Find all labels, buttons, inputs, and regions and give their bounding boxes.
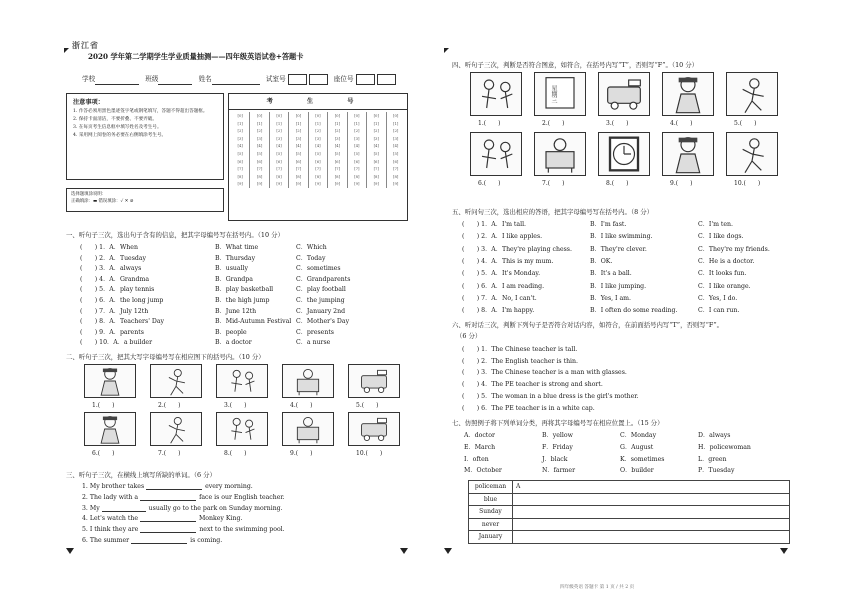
digit-bubble[interactable]: [3] [256, 135, 263, 141]
s3-sentence-start: 4. Let's watch the [82, 515, 140, 523]
name-field[interactable] [212, 78, 260, 85]
corner-mark-bottom-mid-left [400, 548, 408, 554]
s3-sentence-end: Monkey King. [198, 515, 243, 523]
digit-bubble[interactable]: [6] [373, 158, 379, 164]
s2-picture [150, 364, 202, 398]
notes-item: 2. 保持卡面清洁，不要折叠、不要弄破。 [73, 117, 157, 122]
s5-option: B．I'm fast. [590, 221, 627, 228]
fill-hint-box [66, 188, 224, 212]
digit-bubble[interactable]: [3] [276, 135, 282, 141]
digit-bubble[interactable]: [0] [237, 113, 243, 118]
notes-item: 1. 作答必须用黑色墨迹签字笔或钢笔填写，答题不得超出答题框。 [73, 109, 208, 114]
seat-box-2[interactable] [377, 74, 396, 85]
digit-bubble[interactable]: [0] [354, 113, 360, 118]
s4-picture [534, 72, 586, 116]
s1-option: B．Thursday [215, 254, 256, 262]
s1-option: C．a nurse [296, 339, 331, 347]
digit-bubble[interactable]: [4] [393, 143, 399, 149]
s2-picture [84, 364, 136, 398]
digit-bubble[interactable]: [5] [295, 150, 302, 156]
s5-option: C．Yes, I do. [698, 294, 738, 302]
s7-word: N．farmer [542, 467, 576, 475]
s4-picture [662, 72, 714, 116]
digit-bubble[interactable]: [1] [256, 120, 263, 126]
digit-bubble[interactable]: [5] [354, 150, 360, 156]
s5-option: B．OK. [590, 257, 613, 265]
s4-answer-bracket[interactable]: 2.( ) [542, 120, 565, 127]
s4-answer-bracket[interactable]: 5.( ) [734, 120, 757, 127]
school-field[interactable] [95, 78, 139, 85]
digit-bubble[interactable]: [7] [295, 166, 302, 172]
page-title: 2020 学年第二学期学生学业质量抽测——四年级英语试卷+答题卡 [88, 52, 304, 61]
s3-blank[interactable] [131, 537, 187, 544]
s3-sentence [82, 537, 222, 544]
digit-bubble[interactable]: [5] [237, 150, 243, 156]
s6-statement[interactable]: ( ) 6．The PE teacher is in a white cap. [462, 404, 595, 412]
s5-question[interactable]: ( ) 5．A．It's Monday. [462, 270, 541, 278]
s5-option: B．I like swimming. [590, 233, 653, 241]
digit-bubble[interactable]: [7] [334, 166, 341, 172]
s6-statement[interactable]: ( ) 5．The woman in a blue dress is the girl's mother. [462, 392, 639, 400]
s1-question[interactable]: ( ) 10．A．a builder [80, 339, 153, 347]
digit-bubble[interactable]: [4] [315, 143, 321, 149]
s6-statement[interactable]: ( ) 4．The PE teacher is strong and short. [462, 381, 603, 389]
digit-bubble[interactable]: [4] [237, 143, 243, 149]
s2-answer-bracket[interactable]: 2.( ) [158, 402, 181, 409]
s1-option: C．Grandparents [296, 275, 351, 283]
corner-mark-bottom-left [66, 548, 74, 554]
s3-sentence-start: 5. I think they are [82, 526, 141, 534]
s4-answer-bracket[interactable]: 6.( ) [478, 180, 501, 187]
s1-option: C．presents [296, 328, 334, 336]
school-label: 学校 [82, 75, 96, 83]
s5-option: C．It looks fun. [698, 270, 747, 278]
digit-bubble[interactable]: [5] [256, 150, 263, 156]
s7-word: C．Monday [620, 432, 657, 439]
s3-sentence [82, 515, 242, 522]
s5-option: B．They're clever. [590, 245, 647, 253]
s3-sentence-start: 1. My brother takes [82, 483, 147, 490]
s5-question[interactable]: ( ) 7．A．No, I can't. [462, 294, 537, 302]
category-word: policeman [469, 481, 513, 494]
digit-bubble[interactable]: [6] [393, 158, 399, 164]
s1-question[interactable]: ( ) 6．A．the long jump [80, 297, 164, 304]
s4-answer-bracket[interactable]: 8.( ) [606, 180, 629, 187]
s5-option: B．I often do some reading. [590, 307, 678, 315]
digit-bubble[interactable]: [6] [295, 158, 302, 164]
digit-bubble[interactable]: [1] [334, 120, 341, 126]
s4-answer-bracket[interactable]: 10.( ) [734, 180, 761, 187]
s2-answer-bracket[interactable]: 8.( ) [224, 450, 247, 457]
s5-question[interactable]: ( ) 1．A．I'm tall. [462, 221, 527, 228]
s2-answer-bracket[interactable]: 5.( ) [356, 402, 379, 409]
digit-bubble[interactable]: [6] [256, 158, 263, 164]
category-word: January [469, 531, 513, 544]
classification-table [468, 480, 790, 544]
s7-word: P．Tuesday [698, 467, 735, 475]
room-box-2[interactable] [309, 74, 328, 85]
digit-bubble[interactable]: [7] [373, 166, 379, 172]
corner-mark-bottom-right [780, 548, 788, 554]
digit-bubble[interactable]: [4] [256, 143, 263, 149]
s6-score: （6 分） [456, 332, 482, 340]
s2-answer-bracket[interactable]: 6.( ) [92, 450, 115, 457]
category-answer[interactable] [513, 506, 790, 519]
s2-picture [150, 412, 202, 446]
s5-option: B．I like jumping. [590, 282, 647, 290]
s1-title: 一、听句子三次，选出句子含有的信息，把其字母编号写在括号内。（10 分） [66, 231, 284, 239]
s7-word: K．sometimes [620, 455, 665, 463]
category-word: blue [469, 493, 513, 506]
digit-bubble[interactable]: [5] [315, 150, 321, 156]
s3-sentence-start: 3. My [82, 504, 102, 512]
s1-option: B．Mid-Autumn Festival [215, 318, 292, 326]
s2-title: 二、听句子三次，把其大写字母编号写在相应图下的括号内。（10 分） [66, 353, 265, 361]
notes-item: 4. 采用网上阅卷的务必要在右侧填涂考生号。 [73, 133, 167, 138]
s7-word: L．green [698, 455, 727, 463]
digit-bubble[interactable]: [3] [334, 135, 341, 141]
digit-bubble[interactable]: [8] [373, 173, 379, 179]
digit-bubble[interactable]: [9] [315, 181, 321, 187]
s1-option: C．sometimes [296, 265, 341, 273]
s7-word: D．always [698, 432, 731, 439]
digit-bubble[interactable]: [1] [373, 120, 379, 126]
digit-bubble[interactable]: [2] [393, 128, 399, 134]
digit-bubble[interactable]: [8] [334, 173, 341, 179]
s2-answer-bracket[interactable]: 9.( ) [290, 450, 313, 457]
s7-word: G．August [620, 443, 654, 451]
digit-bubble[interactable]: [1] [393, 120, 399, 126]
s1-option: B．play basketball [215, 286, 274, 294]
s1-option: B．usually [215, 265, 249, 273]
digit-bubble[interactable]: [2] [354, 128, 360, 134]
digit-bubble[interactable]: [3] [393, 135, 399, 141]
digit-bubble[interactable]: [2] [373, 128, 379, 134]
s5-question[interactable]: ( ) 3．A．They're playing chess. [462, 245, 572, 253]
digit-bubble[interactable]: [7] [256, 166, 263, 172]
s6-statement[interactable]: ( ) 1．The Chinese teacher is tall. [462, 346, 578, 353]
s4-picture [598, 132, 650, 176]
digit-bubble[interactable]: [9] [393, 181, 399, 187]
digit-column[interactable] [328, 112, 347, 188]
digit-bubble[interactable]: [4] [295, 143, 302, 149]
digit-bubble[interactable]: [3] [237, 135, 243, 141]
s6-title [452, 320, 723, 329]
digit-bubble[interactable]: [7] [276, 166, 282, 172]
digit-bubble[interactable]: [2] [237, 128, 243, 134]
digit-bubble[interactable]: [3] [295, 135, 302, 141]
fill-hint-line2: 正确填涂：▬ 错误填涂：✓ ✕ ⊘ [71, 199, 134, 204]
fill-hint-line1: 选择题填涂说明： [71, 192, 107, 197]
s7-word: H．policewoman [698, 443, 751, 451]
s1-question[interactable]: ( ) 2．A．Tuesday [80, 254, 147, 262]
category-word: never [469, 518, 513, 531]
s1-option: B．What time [215, 244, 259, 251]
digit-bubble[interactable]: [1] [354, 120, 360, 126]
s3-sentence-end: next to the swimming pool. [199, 526, 285, 534]
s5-question[interactable]: ( ) 2．A．I like apples. [462, 233, 543, 241]
s5-option: C．I like dogs. [698, 233, 744, 241]
s2-picture [348, 364, 400, 398]
s4-answer-bracket[interactable]: 1.( ) [478, 120, 501, 127]
digit-bubble[interactable]: [6] [237, 158, 243, 164]
s4-picture [470, 72, 522, 116]
table-row [469, 481, 790, 494]
digit-bubble[interactable]: [9] [237, 181, 243, 187]
digit-bubble[interactable]: [5] [373, 150, 379, 156]
digit-column[interactable] [387, 112, 405, 188]
digit-bubble[interactable]: [5] [276, 150, 282, 156]
digit-bubble[interactable]: [3] [373, 135, 379, 141]
digit-bubble[interactable]: [0] [373, 113, 379, 118]
digit-bubble[interactable]: [8] [237, 173, 243, 179]
s7-word: E．March [464, 443, 496, 451]
s1-question[interactable]: ( ) 4．A．Grandma [80, 275, 150, 283]
digit-bubble[interactable]: [0] [315, 113, 321, 118]
s7-word: J．black [542, 455, 568, 463]
digit-bubble[interactable]: [8] [256, 173, 263, 179]
s5-option: C．I can run. [698, 307, 740, 315]
table-row [469, 518, 790, 531]
s2-picture [348, 412, 400, 446]
s2-answer-bracket[interactable]: 10.( ) [356, 450, 383, 457]
digit-bubble[interactable]: [5] [334, 150, 341, 156]
corner-mark-bottom-mid-right [444, 548, 452, 554]
s1-question[interactable]: ( ) 5．A．play tennis [80, 286, 155, 294]
s5-option: C．I'm ten. [698, 221, 734, 228]
digit-bubble[interactable]: [5] [393, 150, 399, 156]
s2-answer-bracket[interactable]: 7.( ) [158, 450, 181, 457]
s4-board-text: 星期三 [550, 85, 557, 103]
s1-question[interactable]: ( ) 7．A．July 12th [80, 307, 149, 315]
s4-answer-bracket[interactable]: 4.( ) [670, 120, 693, 127]
digit-bubble[interactable]: [0] [393, 113, 399, 118]
s1-option: B．people [215, 328, 247, 336]
s1-option: B．Grandpa [215, 275, 253, 283]
s3-sentence-end: usually go to the park on Sunday morning. [148, 504, 283, 512]
digit-bubble[interactable]: [2] [276, 128, 282, 134]
digit-bubble[interactable]: [4] [276, 143, 282, 149]
s3-sentence-end: face is our English teacher. [199, 493, 285, 501]
digit-bubble[interactable]: [0] [276, 113, 282, 118]
class-label: 班级 [145, 75, 159, 83]
notes-title: 注意事项： [73, 99, 104, 106]
s5-question[interactable]: ( ) 8．A．I'm happy. [462, 307, 535, 315]
digit-bubble[interactable]: [4] [373, 143, 379, 149]
s2-answer-bracket[interactable]: 3.( ) [224, 402, 247, 409]
s3-sentence [82, 483, 253, 490]
s3-blank[interactable] [140, 515, 196, 522]
digit-bubble[interactable]: [8] [276, 173, 282, 179]
s7-word: F．Friday [542, 443, 573, 451]
s1-option: B．the high jump [215, 297, 270, 304]
s5-option: C．I like orange. [698, 282, 751, 290]
s5-title: 五、听问句三次，选出相应的答语，把其字母编号写在括号内。（8 分） [452, 208, 654, 216]
digit-bubble[interactable]: [2] [334, 128, 341, 134]
s1-question[interactable]: ( ) 8．A．Teachers' Day [80, 318, 165, 326]
s6-statement[interactable]: ( ) 2．The English teacher is thin. [462, 357, 578, 365]
digit-bubble[interactable]: [6] [334, 158, 341, 164]
digit-bubble[interactable]: [7] [393, 166, 399, 172]
s3-title: 三、听句子三次，在横线上填写所缺的单词。（6 分） [66, 471, 216, 479]
s4-picture [598, 72, 650, 116]
logo-stamp: 浙江省 [72, 40, 99, 50]
s2-picture [216, 364, 268, 398]
digit-bubble[interactable]: [6] [276, 158, 282, 164]
digit-bubble[interactable]: [8] [393, 173, 399, 179]
category-answer[interactable] [513, 531, 790, 544]
s7-word: M．October [464, 467, 502, 475]
s7-title: 七、仿照例子将下列单词分类，再将其字母编号写在相应位置上。（15 分） [452, 419, 664, 427]
digit-column[interactable] [367, 112, 386, 188]
registration-mark-top-left [64, 48, 69, 53]
s1-option: C．Today [296, 254, 326, 262]
name-label: 姓名 [198, 75, 212, 83]
s5-option: C．He is a doctor. [698, 257, 755, 265]
digit-column[interactable] [270, 112, 289, 188]
registration-mark-top-mid [444, 48, 449, 53]
table-row [469, 531, 790, 544]
digit-bubble[interactable]: [4] [354, 143, 360, 149]
digit-bubble[interactable]: [4] [334, 143, 341, 149]
digit-bubble[interactable]: [9] [334, 181, 341, 187]
digit-bubble[interactable]: [9] [295, 181, 302, 187]
s2-picture [282, 364, 334, 398]
room-label: 试室号 [265, 75, 286, 83]
digit-bubble[interactable]: [8] [315, 173, 321, 179]
s3-sentence-end: every morning. [205, 483, 253, 490]
s4-picture [534, 132, 586, 176]
digit-bubble[interactable]: [0] [295, 113, 302, 118]
notes-item: 3. 在每页考生信息框中填写姓名及考生号。 [73, 125, 162, 130]
digit-bubble[interactable]: [8] [295, 173, 302, 179]
table-row [469, 493, 790, 506]
digit-columns[interactable] [229, 110, 407, 190]
digit-bubble[interactable]: [2] [256, 128, 263, 134]
s4-picture [726, 132, 778, 176]
s3-sentence [82, 494, 285, 501]
s3-sentence [82, 505, 283, 512]
s4-answer-bracket[interactable]: 9.( ) [670, 180, 693, 187]
category-word: Sunday [469, 506, 513, 519]
digit-bubble[interactable]: [7] [354, 166, 360, 172]
s3-sentence-end: is coming. [190, 537, 223, 544]
digit-bubble[interactable]: [2] [315, 128, 321, 134]
exam-number-grid[interactable] [228, 93, 408, 221]
class-field[interactable] [158, 78, 192, 85]
exam-number-label: 考 生 号 [229, 94, 407, 110]
s7-word: A．doctor [464, 432, 495, 439]
s1-option: B．a doctor [215, 339, 252, 347]
s2-picture [216, 412, 268, 446]
notes-box [66, 93, 224, 180]
s4-answer-bracket[interactable]: 3.( ) [606, 120, 629, 127]
s4-picture [662, 132, 714, 176]
s5-question[interactable]: ( ) 6．A．I am reading. [462, 282, 545, 290]
digit-bubble[interactable]: [9] [354, 181, 360, 187]
s3-sentence [82, 526, 285, 533]
digit-bubble[interactable]: [3] [354, 135, 360, 141]
seat-label: 座位号 [333, 75, 354, 83]
digit-bubble[interactable]: [1] [295, 120, 302, 126]
digit-column[interactable] [348, 112, 367, 188]
s3-blank[interactable] [140, 526, 196, 533]
digit-bubble[interactable]: [7] [237, 166, 243, 172]
digit-bubble[interactable]: [6] [315, 158, 321, 164]
s4-answer-bracket[interactable]: 7.( ) [542, 180, 565, 187]
digit-bubble[interactable]: [2] [295, 128, 302, 134]
digit-column[interactable] [289, 112, 308, 188]
s3-blank[interactable] [102, 505, 146, 512]
digit-bubble[interactable]: [9] [373, 181, 379, 187]
s2-picture [84, 412, 136, 446]
digit-bubble[interactable]: [9] [276, 181, 282, 187]
s7-word: B．yellow [542, 432, 573, 439]
s4-picture [726, 72, 778, 116]
s1-question[interactable]: ( ) 3．A．always [80, 265, 142, 273]
digit-bubble[interactable]: [7] [315, 166, 321, 172]
room-box-1[interactable] [288, 74, 307, 85]
s6-title-text: 六、听对话三次，判断下列句子是否符合对话内容，如符合，在前面括号内写“T”，否则写“F”。 [452, 321, 723, 329]
digit-bubble[interactable]: [3] [315, 135, 321, 141]
s1-option: C．January 2nd [296, 307, 346, 315]
s5-question[interactable]: ( ) 4．A．This is my mum. [462, 257, 554, 265]
s3-blank[interactable] [146, 483, 202, 490]
s1-question[interactable]: ( ) 1．A．When [80, 244, 138, 251]
digit-column[interactable] [309, 112, 328, 188]
category-answer[interactable] [513, 518, 790, 531]
s7-word: O．builder [620, 467, 654, 475]
s3-sentence-start: 2. The lady with a [82, 493, 141, 501]
s5-option: B．It's a ball. [590, 270, 632, 278]
header-fields [82, 73, 396, 85]
s1-option: B．June 12th [215, 307, 257, 315]
s7-word: I．often [464, 455, 489, 463]
s1-option: C．the jumping [296, 297, 345, 304]
digit-bubble[interactable]: [1] [237, 120, 243, 126]
s6-statement[interactable]: ( ) 3．The Chinese teacher is a man with glasses. [462, 369, 627, 377]
s1-option: C．play football [296, 286, 346, 294]
s2-answer-bracket[interactable]: 1.( ) [92, 402, 115, 409]
s5-option: C．They're my friends. [698, 245, 770, 253]
digit-bubble[interactable]: [1] [315, 120, 321, 126]
digit-column[interactable] [250, 112, 269, 188]
s4-title: 四、听句子三次，判断是否符合图意，如符合，在括号内写“T”，否则写“F”。（10 分） [452, 61, 699, 69]
digit-bubble[interactable]: [9] [256, 181, 263, 187]
s3-sentence-start: 6. The summer [82, 537, 132, 544]
digit-bubble[interactable]: [8] [354, 173, 360, 179]
digit-bubble[interactable]: [6] [354, 158, 360, 164]
s5-option: B．Yes, I am. [590, 294, 631, 302]
digit-bubble[interactable]: [1] [276, 120, 282, 126]
s3-blank[interactable] [140, 494, 196, 501]
s2-answer-bracket[interactable]: 4.( ) [290, 402, 313, 409]
s1-option: C．Mother's Day [296, 318, 350, 326]
s2-picture [282, 412, 334, 446]
s1-question[interactable]: ( ) 9．A．parents [80, 328, 144, 336]
digit-bubble[interactable]: [0] [256, 113, 263, 118]
seat-box-1[interactable] [356, 74, 375, 85]
digit-column[interactable] [231, 112, 250, 188]
table-row [469, 506, 790, 519]
s1-option: C．Which [296, 244, 327, 251]
category-answer[interactable]: A [513, 481, 790, 494]
s4-picture [470, 132, 522, 176]
page-footer: 四年级英语 答题卡 第 1 页 / 共 2 页 [560, 585, 635, 590]
digit-bubble[interactable]: [0] [334, 113, 341, 118]
category-answer[interactable] [513, 493, 790, 506]
